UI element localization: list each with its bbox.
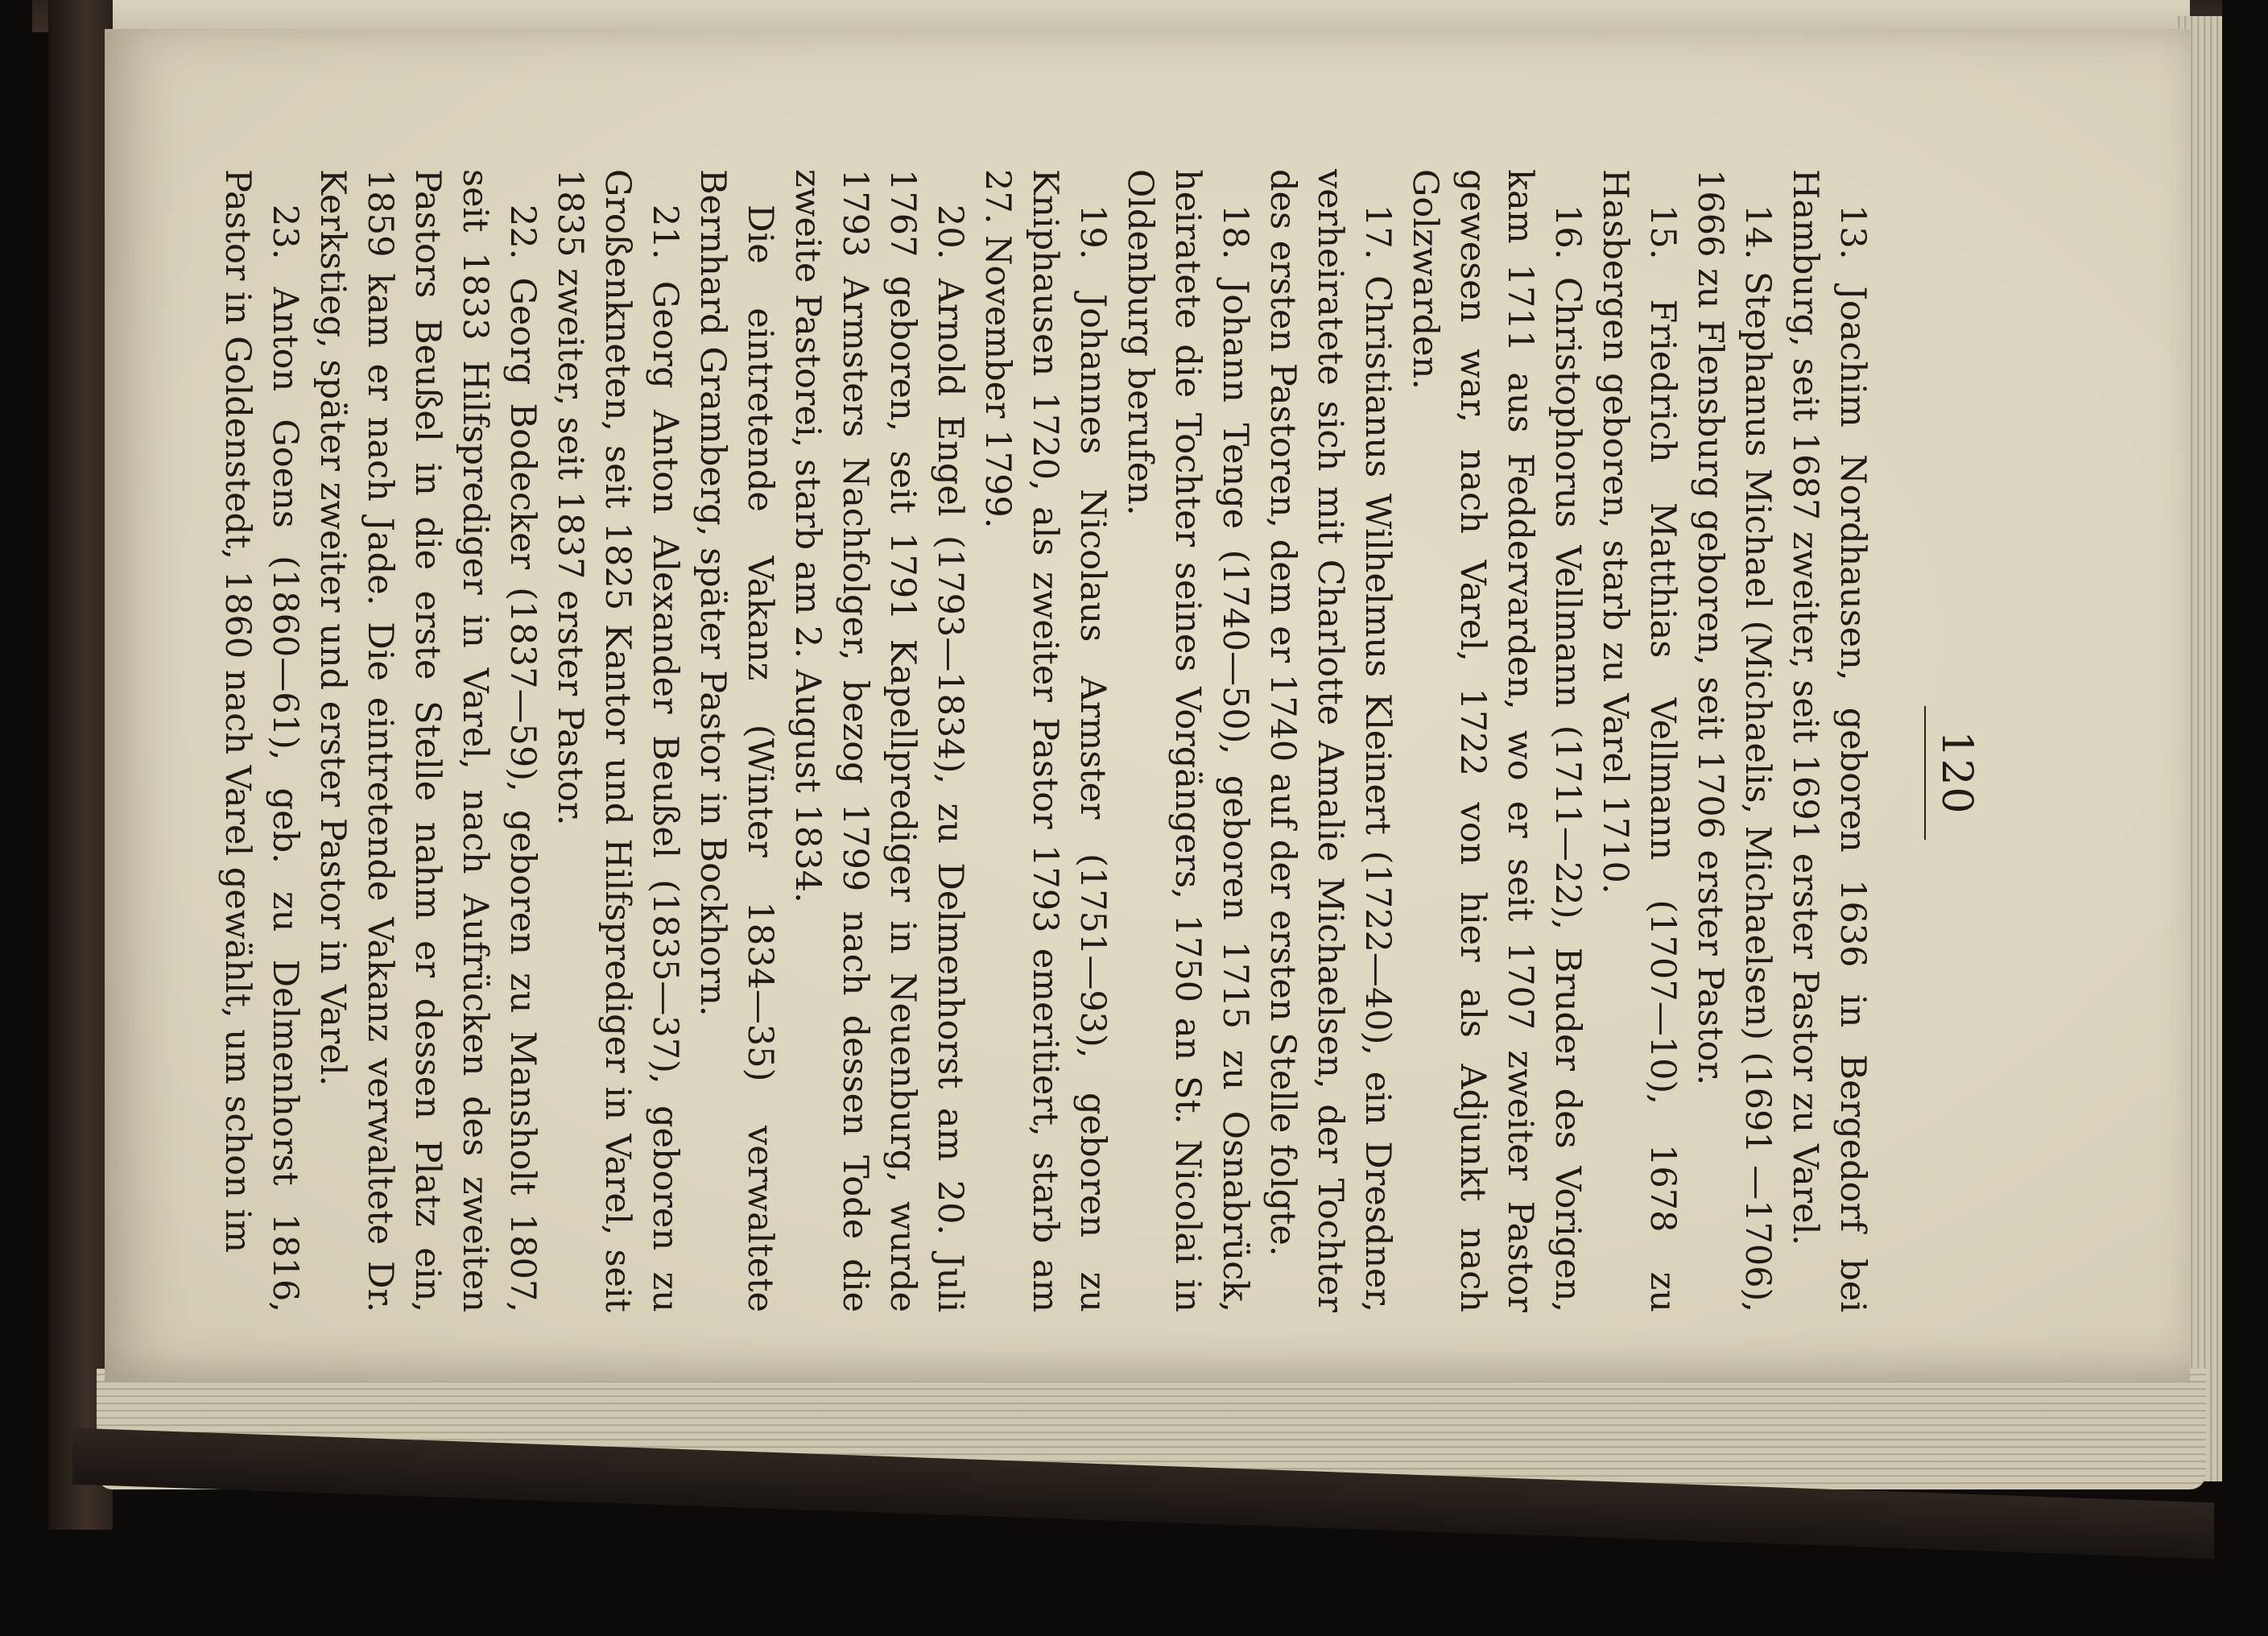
paragraph: 22. Georg Bodecker (1837—59), geboren zu Mansholt 1807, seit 1833 Hilfsprediger in Varel, nach Aufrücken des zweiten Pastors Beußel in die erste Stelle nahm er dessen Platz ein, 1859 kam er nach Jade. Die eintretende Vakanz verwaltete Dr. Kerkstieg, später zweiter und erster Pastor in Varel. <box>312 169 543 1312</box>
paragraph: 23. Anton Goens (1860—61), geb. zu Delmenhorst 1816, Pastor in Goldenstedt, 1860 nach Varel gewählt, um schon im <box>217 169 305 1312</box>
paragraph: 20. Arnold Engel (1793—1834), zu Delmenhorst am 20. Juli 1767 geboren, seit 1791 Kapellprediger in Neuenburg, wurde 1793 Armsters Nachfolger, bezog 1799 nach dessen Tode die zweite Pastorei, starb am 2. August 1834. <box>787 169 970 1312</box>
paragraph: 18. Johann Tenge (1740—50), geboren 1715 zu Osnabrück, heiratete die Tochter seines Vorgängers, 1750 an St. Nicolai in Oldenburg berufen. <box>1120 169 1255 1312</box>
paragraph: 16. Christophorus Vellmann (1711—22), Bruder des Vorigen, kam 1711 aus Feddervarden, wo er seit 1707 zweiter Pastor gewesen war, nach Varel, 1722 von hier als Adjunkt nach Golzwarden. <box>1405 169 1588 1312</box>
paragraph: 15. Friedrich Matthias Vellmann (1707—10), 1678 zu Hasbergen geboren, starb zu Varel 1710. <box>1595 169 1683 1312</box>
paragraph: 13. Joachim Nordhausen, geboren 1636 in Bergedorf bei Hamburg, seit 1687 zweiter, seit 1691 erster Pastor zu Varel. <box>1785 169 1873 1312</box>
page-header <box>1908 169 1981 1377</box>
page-number: 120 <box>1924 706 1981 839</box>
paragraph: 14. Stephanus Michael (Michaelis, Michaelsen) (1691 —1706), 1666 zu Flensburg geboren, seit 1706 erster Pastor. <box>1690 169 1778 1312</box>
paragraph: 21. Georg Anton Alexander Beußel (1835—37), geboren zu Großenkneten, seit 1825 Kantor und Hilfsprediger in Varel, seit 1835 zweiter, seit 1837 erster Pastor. <box>550 169 685 1312</box>
paragraph: Die eintretende Vakanz (Winter 1834—35) verwaltete Bernhard Gramberg, später Pastor in Bockhorn. <box>692 169 780 1312</box>
page-text-block <box>209 169 1981 1377</box>
paragraph: 19. Johannes Nicolaus Armster (1751—93), geboren zu Kniphausen 1720, als zweiter Pastor 1793 emeritiert, starb am 27. November 1799. <box>977 169 1113 1312</box>
paragraph: 17. Christianus Wilhelmus Kleinert (1722—40), ein Dresdner, verheiratete sich mit Charlotte Amalie Michaelsen, der Tochter des ersten Pastoren, dem er 1740 auf der ersten Stelle folgte. <box>1262 169 1398 1312</box>
book-spine <box>48 0 113 1530</box>
